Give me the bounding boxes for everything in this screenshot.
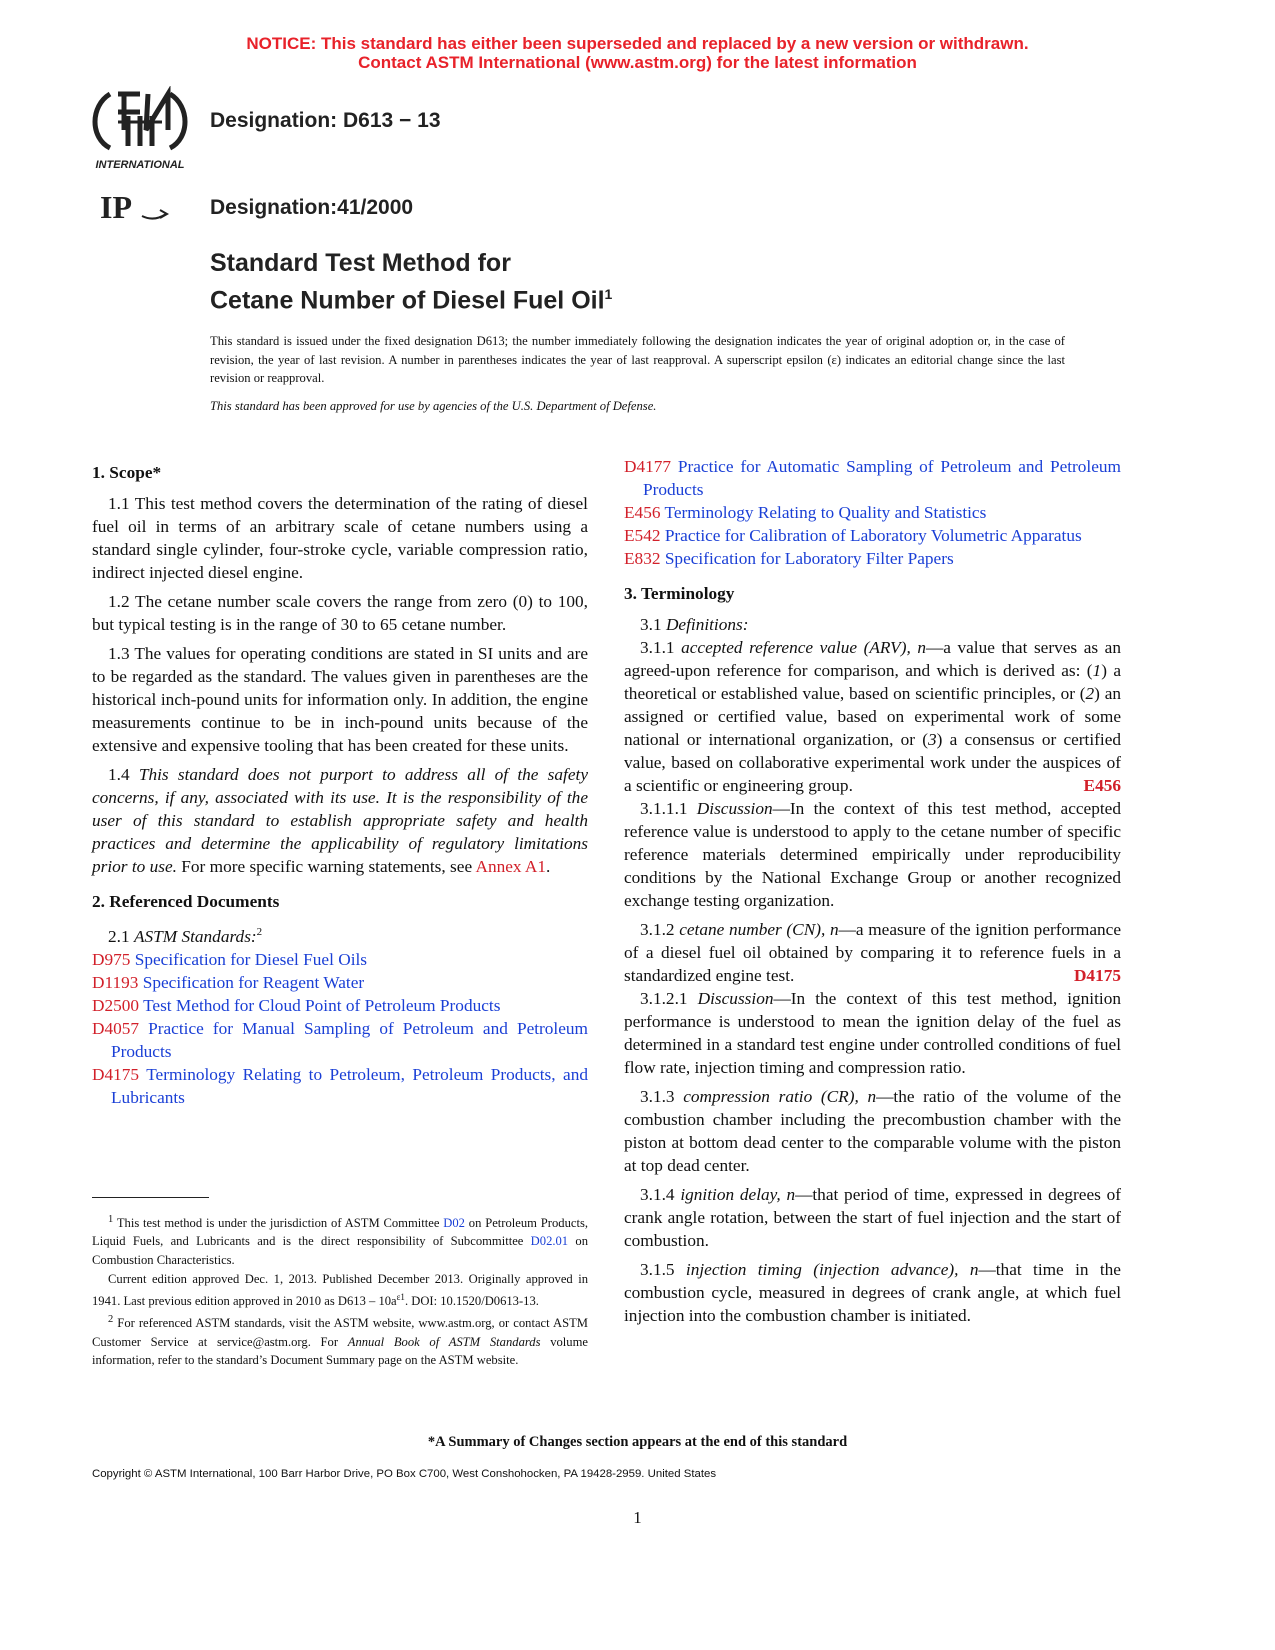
def-text: ) an assigned or certified value, based on experimental work of some national or international organization, or ( xyxy=(624,684,1122,749)
discussion-text: —In the context of this test method, ignition performance is understood to mean the ignition delay of the fuel as determined in a standard test engine under controlled conditions of fuel flow rate, injection timing and compression ratio. xyxy=(624,989,1121,1077)
ref-title[interactable]: Practice for Calibration of Laboratory Volumetric Apparatus xyxy=(664,526,1082,545)
astm-standards-title: ASTM Standards: xyxy=(133,926,257,946)
footnote-1-edition xyxy=(92,1270,588,1311)
ref-title[interactable]: Specification for Laboratory Filter Papers xyxy=(664,549,954,568)
discussion-3-1-1-1 xyxy=(624,797,1121,912)
ref-title[interactable]: Practice for Manual Sampling of Petroleum and Petroleum Products xyxy=(111,1018,588,1061)
terminology-heading: 3. Terminology xyxy=(624,584,735,603)
def-text: ) a consensus or certified value, based on collaborative experimental work under the auspices of a scientific or engineering group. xyxy=(624,730,1122,795)
def-enum: 3 xyxy=(928,730,937,749)
def-text: —a measure of the ignition performance of a diesel fuel oil obtained by comparing it to reference fuels in a standardized engine test. xyxy=(624,920,1121,985)
def-text: —a value that serves as an agreed-upon reference for comparison, and which is derived as: ( xyxy=(624,638,1121,680)
scope-1-4-number: 1.4 xyxy=(108,765,130,784)
ref-item[interactable] xyxy=(92,948,588,971)
footnotes xyxy=(92,1211,588,1370)
title-line-1: Standard Test Method for xyxy=(210,249,511,277)
astm-designation: Designation: D613 − 13 xyxy=(210,109,441,132)
edition-epsilon: ε1 xyxy=(396,1292,405,1302)
e456-source-link[interactable]: E456 xyxy=(1083,776,1121,795)
footnote-1-text-a: This test method is under the jurisdiction of ASTM Committee xyxy=(113,1216,444,1231)
definitions-label xyxy=(624,613,1121,636)
def-term: compression ratio (CR), n xyxy=(683,1087,877,1106)
right-column xyxy=(624,455,1121,1327)
ref-item[interactable] xyxy=(624,455,1121,501)
astm-standards-number: 2.1 xyxy=(108,926,130,946)
scope-heading: 1. Scope* xyxy=(92,463,162,482)
discussion-text: —In the context of this test method, accepted reference value is understood to apply to the cetane number of specific reference materials determined empirically under reproducibility conditions by the National Exchange Group or another recognized exchange testing organization. xyxy=(624,799,1121,910)
ref-code[interactable]: D4057 xyxy=(92,1018,140,1038)
def-term: cetane number (CN), n xyxy=(679,920,839,939)
ref-code[interactable]: E456 xyxy=(624,503,661,522)
def-number: 3.1.3 xyxy=(640,1087,675,1106)
def-number: 3.1.4 xyxy=(640,1185,675,1204)
def-text: —that period of time, expressed in degrees of crank angle rotation, between the start of fuel injection and the start of combustion. xyxy=(624,1185,1122,1250)
def-enum: 2 xyxy=(1085,684,1095,703)
ref-code[interactable]: D1193 xyxy=(92,972,139,992)
def-number: 3.1.2.1 xyxy=(640,989,688,1008)
footnote-2 xyxy=(92,1311,588,1369)
summary-of-changes-note: *A Summary of Changes section appears at the end of this standard xyxy=(427,1434,848,1450)
ip-logo-icon xyxy=(98,188,172,228)
astm-logo-icon xyxy=(88,86,192,172)
scope-1-4-end: . xyxy=(546,857,551,876)
definition-3-1-5 xyxy=(624,1258,1121,1327)
copyright-line: Copyright © ASTM International, 100 Barr Harbor Drive, PO Box C700, West Conshohocken, PA 19428-2959. United States xyxy=(92,1468,717,1480)
ref-code[interactable]: D4177 xyxy=(624,457,672,476)
ref-title[interactable]: Specification for Diesel Fuel Oils xyxy=(134,949,368,969)
dod-approval-note: This standard has been approved for use by agencies of the U.S. Department of Defense. xyxy=(210,399,657,413)
d4175-source-link[interactable]: D4175 xyxy=(1073,966,1121,985)
ref-code[interactable]: D975 xyxy=(92,949,131,969)
subcommittee-d02-01-link[interactable]: D02.01 xyxy=(530,1234,569,1249)
left-column xyxy=(92,455,588,1109)
withdrawal-notice xyxy=(0,34,1275,72)
ref-title[interactable]: Terminology Relating to Petroleum, Petroleum Products, and Lubricants xyxy=(111,1064,589,1107)
notice-line-2: Contact ASTM International (www.astm.org) for the latest information xyxy=(358,53,917,72)
ref-item[interactable] xyxy=(624,501,1121,524)
annex-a1-link[interactable]: Annex A1 xyxy=(475,857,547,876)
ref-title[interactable]: Test Method for Cloud Point of Petroleum Products xyxy=(143,995,501,1015)
ref-code[interactable]: E832 xyxy=(624,549,661,568)
ref-item[interactable] xyxy=(92,1017,588,1063)
title-line-2: Cetane Number of Diesel Fuel Oil xyxy=(210,286,605,315)
edition-text-a: Current edition approved Dec. 1, 2013. Published December 2013. Originally approved in 1941. Last previous edition approved in 2010 as D613 – 10a xyxy=(92,1271,588,1309)
astm-logo-caption: INTERNATIONAL xyxy=(95,159,185,171)
def-text: —the ratio of the volume of the combustion chamber including the precombustion chamber with the piston at bottom dead center to the comparable volume with the piston at top dead center. xyxy=(624,1087,1121,1175)
def-number: 3.1.1.1 xyxy=(640,799,688,818)
def-number: 3.1.5 xyxy=(640,1260,675,1279)
footnote-divider xyxy=(92,1197,209,1198)
def-term: accepted reference value (ARV), n xyxy=(681,638,926,657)
ref-item[interactable] xyxy=(92,994,588,1017)
ref-code[interactable]: E542 xyxy=(624,526,661,545)
ip-logo-text: IP xyxy=(100,189,132,225)
footnote-2-text-b: volume information, refer to the standard’s Document Summary page on the ASTM website. xyxy=(92,1334,588,1367)
discussion-3-1-2-1 xyxy=(624,987,1121,1079)
referenced-documents-heading: 2. Referenced Documents xyxy=(92,892,280,911)
astm-standards-footnote-mark: 2 xyxy=(256,926,263,938)
ref-item[interactable] xyxy=(624,547,1121,570)
title-footnote-mark: 1 xyxy=(604,286,613,302)
def-text: —that time in the combustion cycle, measured in degrees of crank angle, at which fuel injection into the combustion chamber is initiated. xyxy=(624,1260,1121,1325)
ref-item[interactable] xyxy=(92,1063,588,1109)
ref-code[interactable]: D2500 xyxy=(92,995,140,1015)
footnote-2-mark: 2 xyxy=(108,1314,114,1326)
footnote-2-book-title: Annual Book of ASTM Standards xyxy=(347,1334,541,1349)
definition-3-1-2 xyxy=(624,918,1121,987)
scope-1-4-safety-text: This standard does not purport to address all of the safety concerns, if any, associated with its use. It is the responsibility of the user of this standard to establish appropriate safety and health practices and determine the applicability of regulatory limitations prior to use. xyxy=(92,765,588,876)
def-number: 3.1.1 xyxy=(640,638,675,657)
document-title xyxy=(210,248,612,316)
ref-title[interactable]: Practice for Automatic Sampling of Petroleum and Petroleum Products xyxy=(643,457,1121,499)
ref-code[interactable]: D4175 xyxy=(92,1064,140,1084)
ip-designation: Designation:41/2000 xyxy=(210,196,414,219)
footnote-2-text-a: For referenced ASTM standards, visit the ASTM website, www.astm.org, or contact ASTM Customer Service at service@astm.org. For xyxy=(92,1316,588,1349)
def-text: ) a theoretical or established value, based on scientific principles, or ( xyxy=(624,661,1121,703)
def-number: 3.1.2 xyxy=(640,920,675,939)
ref-title[interactable]: Specification for Reagent Water xyxy=(142,972,365,992)
footnote-1-text-c: on Combustion Characteristics. xyxy=(92,1234,588,1267)
issuance-note: This standard is issued under the fixed designation D613; the number immediately following the designation indicates the year of original adoption or, in the case of revision, the year of last revision. A number in parentheses indicates the year of last reapproval. A superscript epsilon (ε) indicates an editorial change since the last revision or reapproval. xyxy=(210,334,1065,385)
scope-1-3: 1.3 The values for operating conditions are stated in SI units and are to be regarded as the standard. The values given in parentheses are the historical inch-pound units for information only. In addition, the engine measurements continue to be in inch-pound units because of the extensive and expensive tooling that has been created for these units. xyxy=(92,644,588,755)
ref-item[interactable] xyxy=(92,971,588,994)
astm-standards-label xyxy=(92,921,588,948)
edition-text-b: . DOI: 10.1520/D0613-13. xyxy=(404,1294,539,1309)
definitions-title: Definitions: xyxy=(665,615,749,634)
def-term: injection timing (injection advance), n xyxy=(685,1260,979,1279)
definition-3-1-4 xyxy=(624,1183,1121,1252)
committee-d02-link[interactable]: D02 xyxy=(443,1216,465,1231)
ref-title[interactable]: Terminology Relating to Quality and Statistics xyxy=(664,503,987,522)
definition-3-1-3 xyxy=(624,1085,1121,1177)
notice-line-1: NOTICE: This standard has either been superseded and replaced by a new version or withdrawn. xyxy=(246,34,1029,53)
scope-1-2: 1.2 The cetane number scale covers the range from zero (0) to 100, but typical testing is in the range of 30 to 65 cetane number. xyxy=(92,592,588,634)
definitions-number: 3.1 xyxy=(640,615,662,634)
discussion-label: Discussion xyxy=(697,989,774,1008)
ref-item[interactable] xyxy=(624,524,1121,547)
def-enum: 1 xyxy=(1092,661,1102,680)
scope-1-4-rest: For more specific warning statements, see xyxy=(176,857,476,876)
scope-1-4 xyxy=(92,763,588,878)
def-term: ignition delay, n xyxy=(680,1185,796,1204)
definition-3-1-1 xyxy=(624,636,1121,797)
footnote-1-text-b: on Petroleum Products, Liquid Fuels, and Lubricants and is the direct responsibility of Subcommittee xyxy=(92,1216,589,1249)
footnote-1-mark: 1 xyxy=(108,1214,114,1225)
scope-1-1: 1.1 This test method covers the determination of the rating of diesel fuel oil in terms of an arbitrary scale of cetane numbers using a standard single cylinder, four-stroke cycle, variable compression ratio, indirect injected diesel engine. xyxy=(92,494,588,582)
page-number: 1 xyxy=(633,1508,642,1527)
discussion-label: Discussion xyxy=(696,799,773,818)
footnote-1 xyxy=(92,1211,588,1269)
